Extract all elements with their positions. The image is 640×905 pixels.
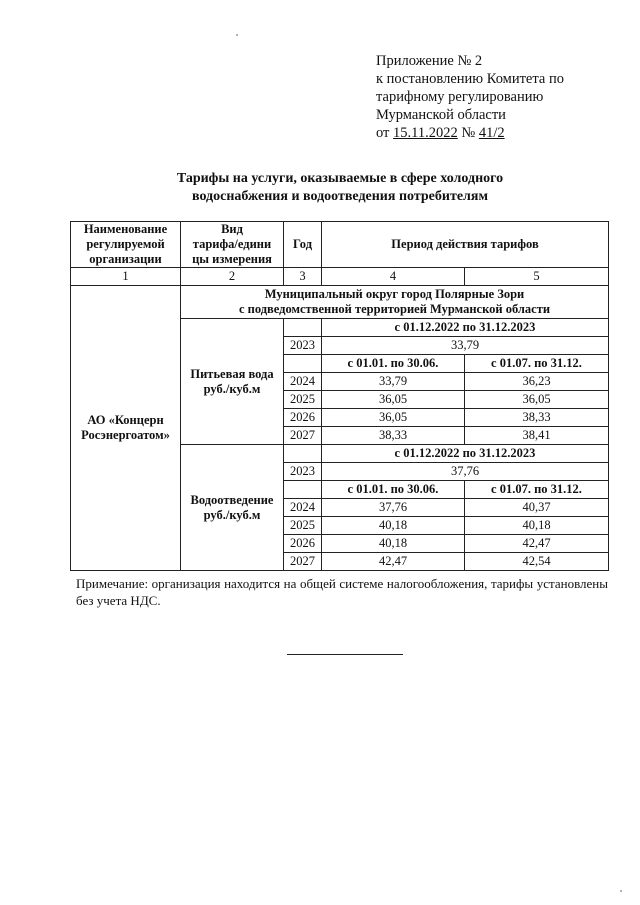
value-cell: 42,47 — [465, 535, 609, 553]
year-cell: 2025 — [284, 391, 322, 409]
appendix-number-sign: № — [461, 125, 476, 141]
half-year-header: с 01.01. по 30.06. — [322, 355, 465, 373]
half-year-header: с 01.07. по 31.12. — [465, 355, 609, 373]
scan-speck — [236, 34, 238, 36]
col-number: 3 — [284, 268, 322, 286]
year-cell: 2026 — [284, 409, 322, 427]
col-number: 4 — [322, 268, 465, 286]
header-organization: Наименование регулируемой организации — [71, 222, 181, 268]
region-row — [71, 286, 609, 319]
value-cell: 36,23 — [465, 373, 609, 391]
year-cell: 2024 — [284, 373, 322, 391]
col-number: 2 — [181, 268, 284, 286]
title-line: Тарифы на услуги, оказываемые в сфере холодного — [176, 171, 504, 186]
half-year-header: с 01.01. по 30.06. — [322, 481, 465, 499]
value-cell: 37,76 — [322, 463, 609, 481]
header-row — [71, 222, 609, 268]
period-cell: с 01.12.2022 по 31.12.2023 — [322, 319, 609, 337]
appendix-date-line — [376, 124, 616, 142]
value-cell: 36,05 — [465, 391, 609, 409]
year-cell-empty — [284, 319, 322, 337]
value-cell: 38,41 — [465, 427, 609, 445]
year-cell-empty — [284, 481, 322, 499]
document-title — [60, 170, 620, 206]
year-cell: 2023 — [284, 337, 322, 355]
appendix-from: от — [376, 125, 390, 141]
value-cell: 40,37 — [465, 499, 609, 517]
value-cell: 42,47 — [322, 553, 465, 571]
value-cell: 38,33 — [465, 409, 609, 427]
value-cell: 38,33 — [322, 427, 465, 445]
value-cell: 40,18 — [322, 517, 465, 535]
value-cell: 40,18 — [322, 535, 465, 553]
appendix-title: Приложение № 2 — [376, 53, 483, 69]
title-line: водоснабжения и водоотведения потребителям — [191, 189, 488, 204]
footnote: Примечание: организация находится на общей системе налогообложения, тарифы установлены без учета НДС. — [76, 576, 608, 608]
header-year: Год — [284, 222, 322, 268]
value-cell: 33,79 — [322, 373, 465, 391]
half-year-header: с 01.07. по 31.12. — [465, 481, 609, 499]
organization-cell: АО «Концерн Росэнергоатом» — [71, 286, 181, 571]
appendix-line: к постановлению Комитета по — [376, 71, 564, 87]
year-cell-empty — [284, 355, 322, 373]
tariff-type-cell: Водоотведение руб./куб.м — [181, 445, 284, 571]
appendix-number: 41/2 — [478, 125, 505, 141]
header-period: Период действия тарифов — [322, 222, 609, 268]
value-cell: 42,54 — [465, 553, 609, 571]
tariff-table — [70, 221, 609, 571]
year-cell: 2027 — [284, 553, 322, 571]
value-cell: 40,18 — [465, 517, 609, 535]
appendix-block — [376, 52, 616, 142]
value-cell: 36,05 — [322, 391, 465, 409]
region-cell: Муниципальный округ город Полярные Зори с подведомственной территорией Мурманской области — [181, 286, 609, 319]
tariff-type-cell: Питьевая вода руб./куб.м — [181, 319, 284, 445]
year-cell: 2027 — [284, 427, 322, 445]
col-number: 5 — [465, 268, 609, 286]
value-cell: 37,76 — [322, 499, 465, 517]
scan-speck — [620, 890, 622, 892]
column-number-row — [71, 268, 609, 286]
closing-rule — [287, 654, 403, 655]
year-cell: 2026 — [284, 535, 322, 553]
col-number: 1 — [71, 268, 181, 286]
year-cell: 2025 — [284, 517, 322, 535]
value-cell: 33,79 — [322, 337, 609, 355]
appendix-line: тарифному регулированию — [376, 89, 544, 105]
appendix-line: Мурманской области — [376, 107, 506, 123]
header-tariff-type: Вид тарифа/едини цы измерения — [181, 222, 284, 268]
year-cell: 2023 — [284, 463, 322, 481]
period-cell: с 01.12.2022 по 31.12.2023 — [322, 445, 609, 463]
year-cell: 2024 — [284, 499, 322, 517]
appendix-date: 15.11.2022 — [393, 125, 458, 141]
year-cell-empty — [284, 445, 322, 463]
value-cell: 36,05 — [322, 409, 465, 427]
